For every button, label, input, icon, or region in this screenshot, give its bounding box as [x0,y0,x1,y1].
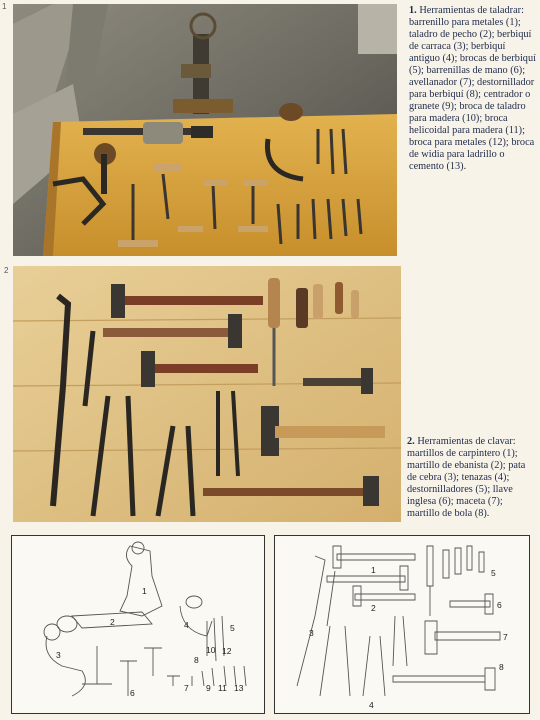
caption-drilling-tools [409,5,536,201]
diagram1-label-12: 12 [222,646,232,656]
caption-1-text: Herramientas de taladrar: barrenillo para metales (1); taladro de pecho (2); berbiquí de carraca (3); berbiquí antiguo (4); brocas de berbiquí (5); barrenillas de mano (6); avellanador (7); destornillador para berbiquí (8); centrador o granete (9); broca de taladro para madera (10); broca helicoidal para madera (11); broca para metales (12); broca de widia para ladrillo o cemento (13). [409,5,536,172]
caption-2-text: Herramientas de clavar: martillos de carpintero (1); martillo de ebanista (2); pata de cebra (3); tenazas (4); destornilladores (5); llave inglesa (6); maceta (7); martillo de bola (8). [407,436,526,519]
diagram1-label-8: 8 [194,655,199,665]
diagram2-label-7: 7 [503,632,508,642]
diagram1-label-13: 13 [234,683,244,693]
drilling-tools-key-diagram [11,535,265,714]
diagram2-label-4: 4 [369,700,374,710]
diagram1-label-3: 3 [56,650,61,660]
diagram1-label-6: 6 [130,688,135,698]
diagram1-label-11: 11 [218,683,227,693]
diagram2-label-1: 1 [371,565,376,575]
caption-1-number: 1. [409,5,417,16]
diagram2-label-5: 5 [491,568,496,578]
caption-nailing-tools [407,436,537,532]
drilling-tools-photo [13,4,397,256]
diagram1-label-5: 5 [230,623,235,633]
diagram2-label-2: 2 [371,603,376,613]
nailing-tools-key-diagram [274,535,530,714]
diagram2-label-8: 8 [499,662,504,672]
diagram1-labels [56,586,244,698]
diagram1-label-2: 2 [110,617,115,627]
diagram1-label-7: 7 [184,683,189,693]
diagram1-label-1: 1 [142,586,147,596]
diagram2-labels [309,565,508,710]
caption-2-number: 2. [407,436,415,447]
diagram1-label-10: 10 [206,645,216,655]
diagram2-label-6: 6 [497,600,502,610]
diagram1-label-4: 4 [184,620,189,630]
diagram1-label-9: 9 [206,683,211,693]
page-number-1: 1 [2,2,7,11]
page-number-2: 2 [4,266,9,275]
diagram2-label-3: 3 [309,628,314,638]
nailing-tools-photo [13,266,401,522]
